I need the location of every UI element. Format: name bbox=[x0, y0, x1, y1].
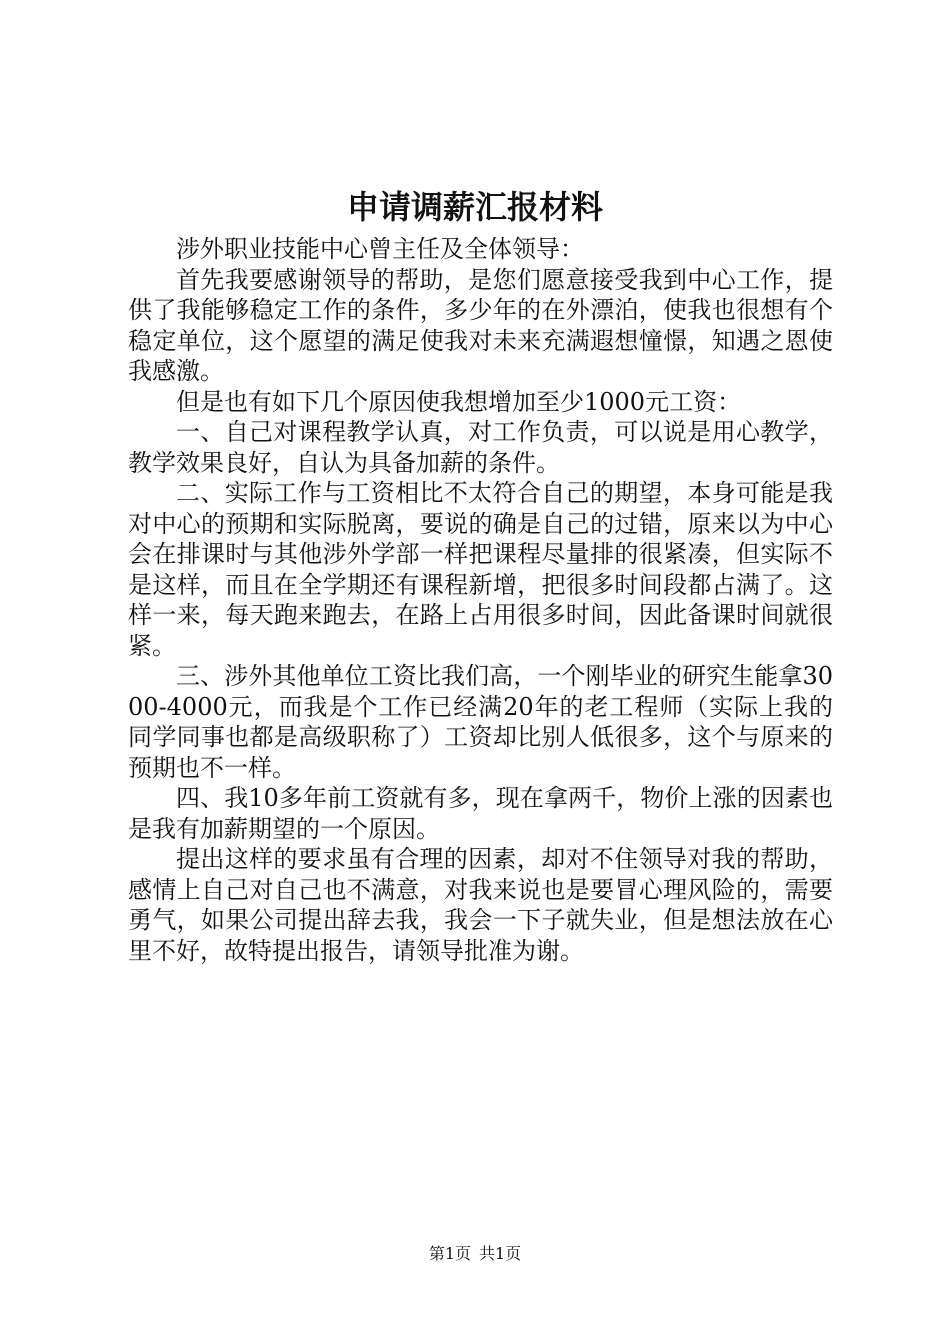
reason-four-paragraph: 四、我10多年前工资就有多，现在拿两千，物价上涨的因素也是我有加薪期望的一个原因。 bbox=[128, 784, 833, 843]
closing-paragraph: 提出这样的要求虽有合理的因素，却对不住领导对我的帮助，感情上自己对自己也不满意，对我来说也是要冒心理风险的，需要勇气，如果公司提出辞去我，我会一下子就失业，但是想法放在心里不好，故特提出报告，请领导批准为谢。 bbox=[128, 845, 833, 965]
document-title: 申请调薪汇报材料 bbox=[346, 188, 603, 226]
page-footer bbox=[0, 1243, 950, 1265]
reason-one-paragraph: 一、自己对课程教学认真，对工作负责，可以说是用心教学，教学效果良好，自认为具备加薪的条件。 bbox=[128, 418, 833, 477]
page-number: 第1页 bbox=[428, 1244, 471, 1263]
page-total: 共1页 bbox=[479, 1244, 522, 1263]
reasons-intro-paragraph: 但是也有如下几个原因使我想增加至少1000元工资： bbox=[176, 387, 742, 416]
gratitude-paragraph: 首先我要感谢领导的帮助，是您们愿意接受我到中心工作，提供了我能够稳定工作的条件，多少年的在外漂泊，使我也很想有个稳定单位，这个愿望的满足使我对未来充满遐想憧憬，知遇之恩使我感激。 bbox=[128, 265, 833, 385]
reason-three-paragraph: 三、涉外其他单位工资比我们高，一个刚毕业的研究生能拿3000-4000元，而我是个工作已经满20年的老工程师（实际上我的同学同事也都是高级职称了）工资却比别人低很多，这个与原来的预期也不一样。 bbox=[128, 662, 833, 782]
document-body bbox=[128, 234, 833, 966]
salutation-paragraph: 涉外职业技能中心曾主任及全体领导： bbox=[176, 235, 584, 263]
reason-two-paragraph: 二、实际工作与工资相比不太符合自己的期望，本身可能是我对中心的预期和实际脱离，要说的确是自己的过错，原来以为中心会在排课时与其他涉外学部一样把课程尽量排的很紧凑，但实际不是这样，而且在全学期还有课程新增，把很多时间段都占满了。这样一来，每天跑来跑去，在路上占用很多时间，因此备课时间就很紧。 bbox=[128, 479, 833, 660]
